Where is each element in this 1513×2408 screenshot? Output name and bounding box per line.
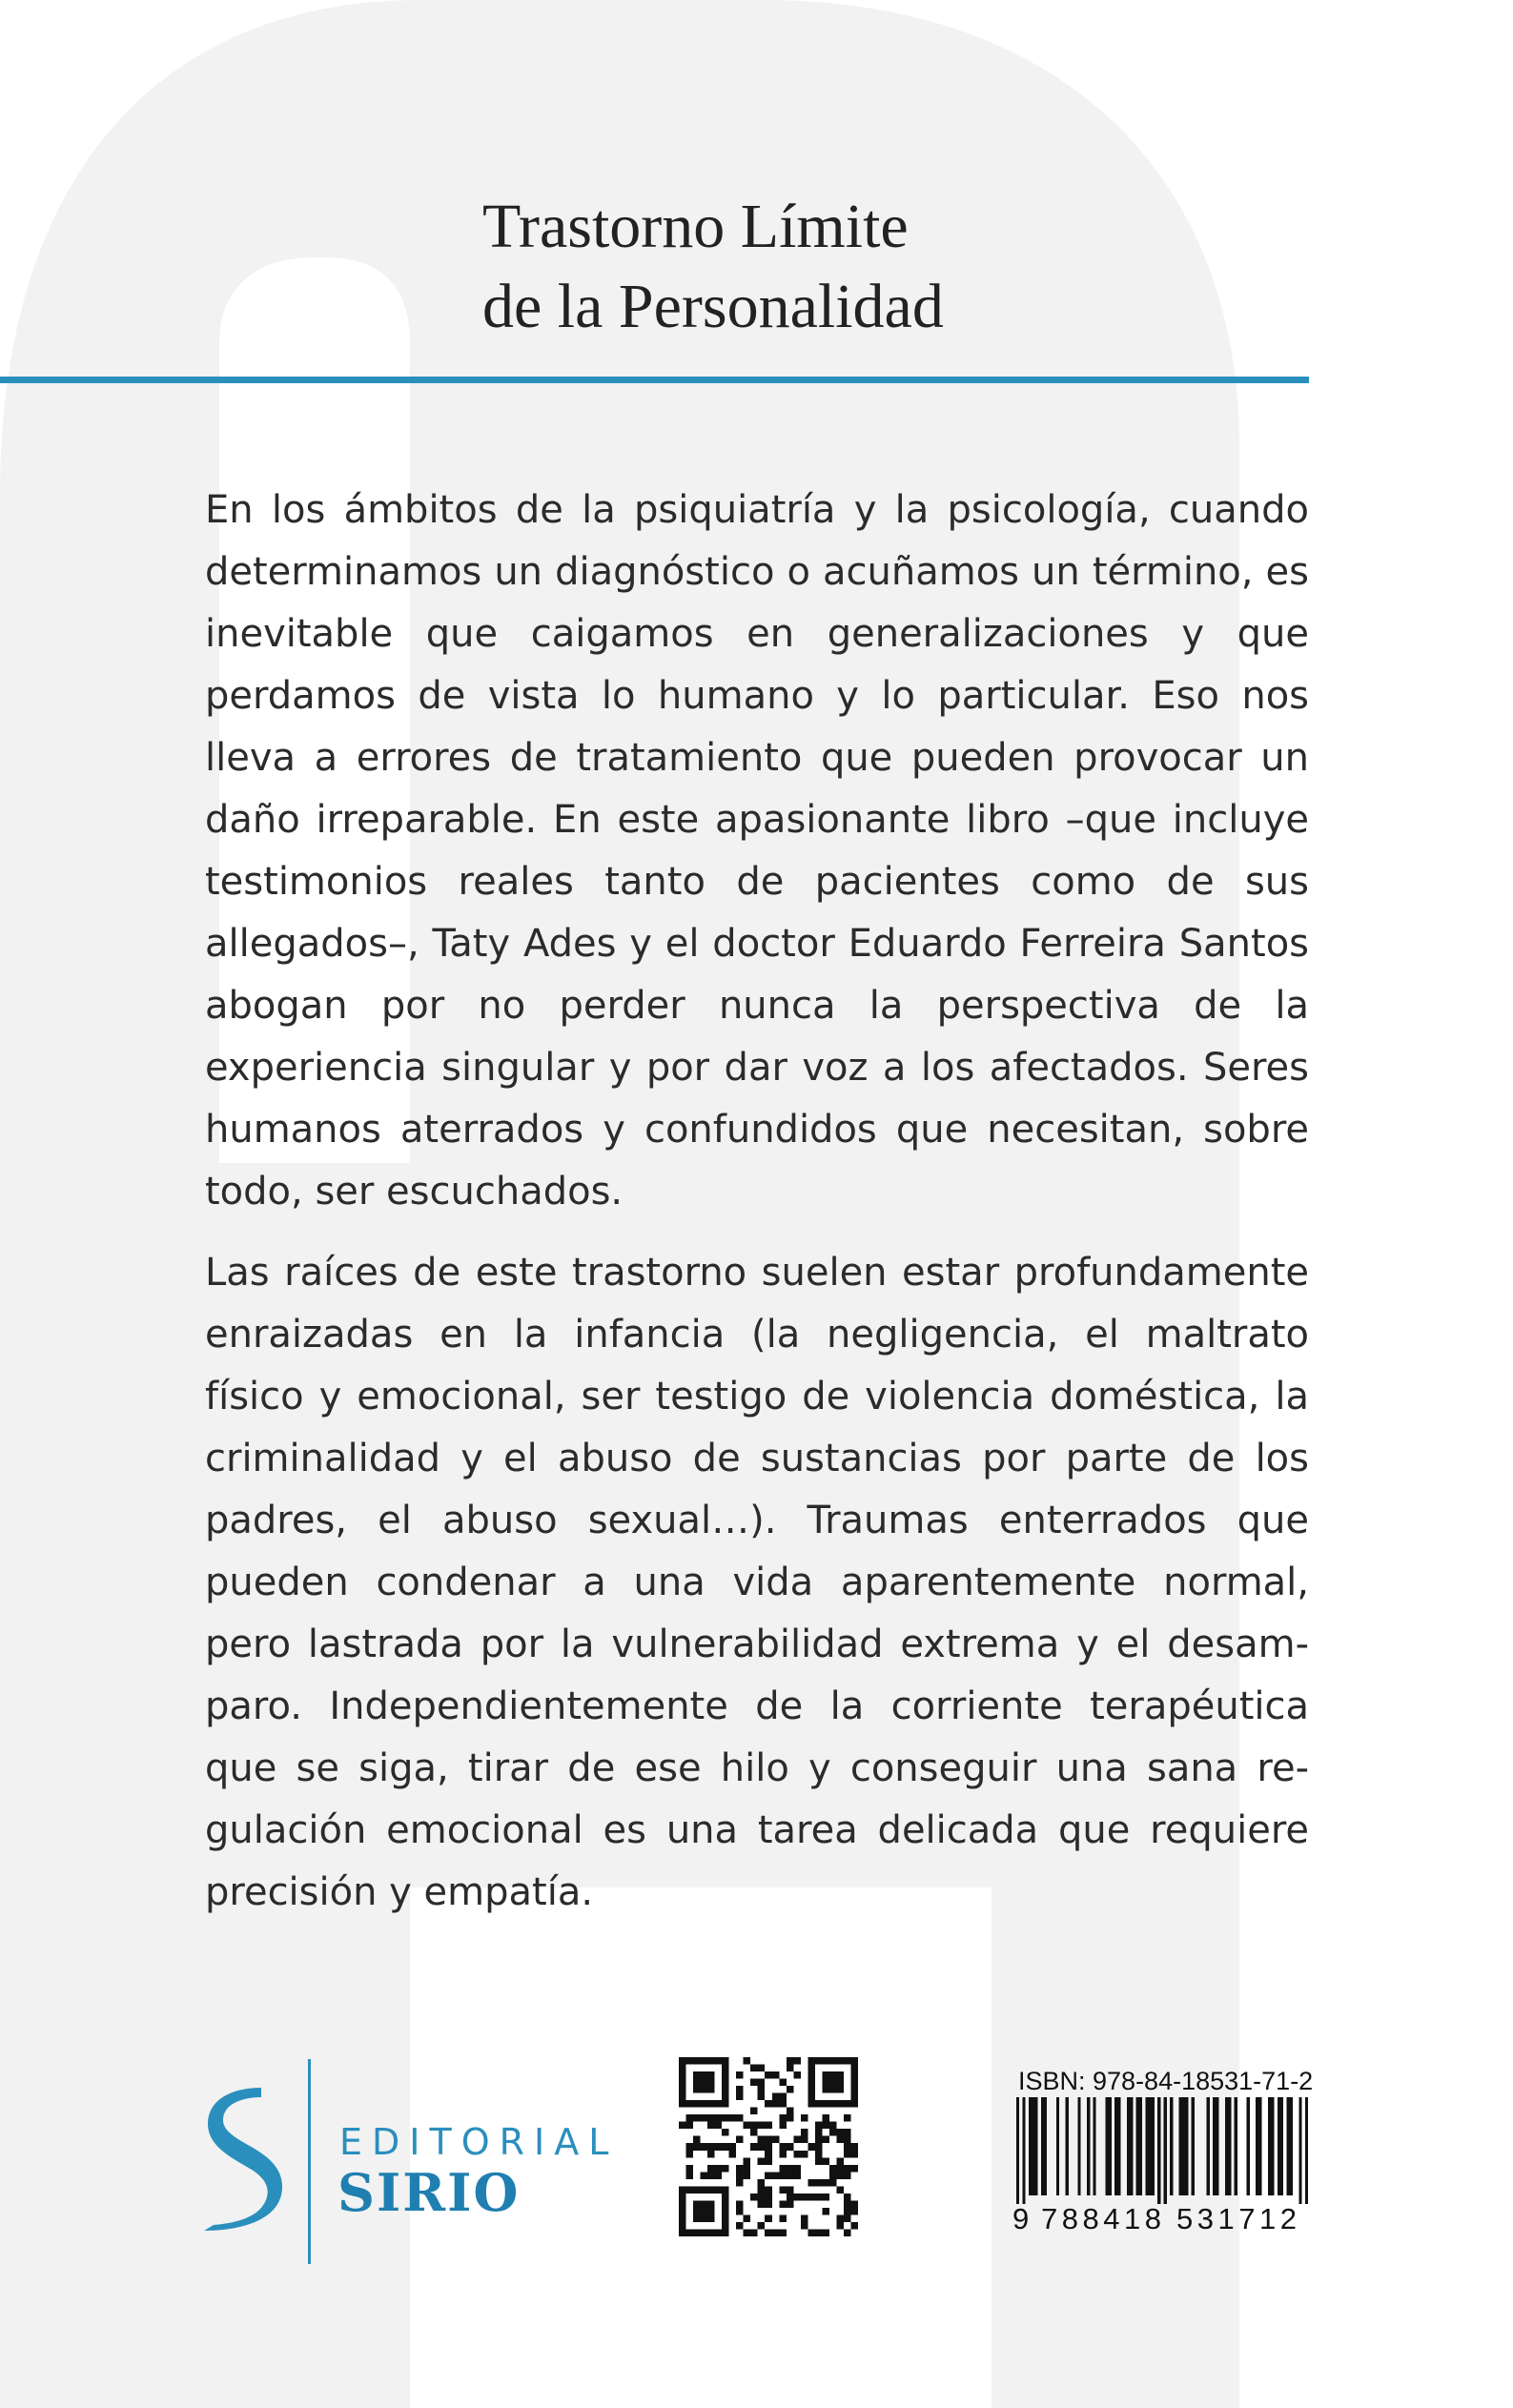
publisher-label-sirio: SIRIO <box>337 2162 521 2223</box>
synopsis-paragraph-1: En los ámbitos de la psiquiatría y la psicología, cuando determinamos un diagnóstico o acuñamos un término, es inevitable que caigamos en generalizaciones y que perdamos de vista lo humano y lo particular. Eso nos lleva a errores de tratamiento que pueden provocar un daño irreparable. En este apasionante libro –que incluye testimonios reales tanto de pacientes como de sus allegados–, Taty Ades y el doctor Eduardo Ferreira Santos abogan por no perder nunca la perspectiva de la experiencia singular y por dar voz a los afectados. Seres humanos aterrados y confundidos que necesitan, sobre todo, ser escuchados. <box>205 488 1309 1214</box>
ean-group-right: 531712 <box>1176 2202 1301 2235</box>
barcode-icon <box>1016 2097 1308 2204</box>
book-title-line-2: de la Personalidad <box>482 272 944 341</box>
publisher-logo-divider <box>308 2059 311 2264</box>
synopsis <box>205 480 1309 1943</box>
swan-s-logo-icon <box>194 2088 282 2231</box>
book-title-line-1: Trastorno Límite <box>482 192 909 261</box>
synopsis-paragraph-2: Las raíces de este trastorno suelen estar profundamente enraizadas en la infancia (la negligencia, el maltrato físico y emocional, ser testigo de violencia doméstica, la criminalidad y el abuso de sustancias por parte de los padres, el abuso sexual…). Traumas enterrados que pueden condenar a una vida aparentemente normal, pero lastrada por la vulnerabilidad extrema y el desamparo. Independientemente de la corriente terapéutica que se siga, tirar de ese hilo y conseguir una sana regulación emocional es una tarea delicada que requiere precisión y empatía. <box>205 1251 1309 1914</box>
ean-group-left: 788418 <box>1041 2202 1166 2235</box>
publisher-label-editorial: EDITORIAL <box>339 2121 619 2163</box>
title-divider <box>0 377 1309 383</box>
qr-code-icon <box>679 2057 858 2236</box>
ean-first-digit: 9 <box>1012 2202 1030 2235</box>
isbn-label: ISBN: 978-84-18531-71-2 <box>1018 2067 1314 2095</box>
book-title <box>482 187 1340 347</box>
